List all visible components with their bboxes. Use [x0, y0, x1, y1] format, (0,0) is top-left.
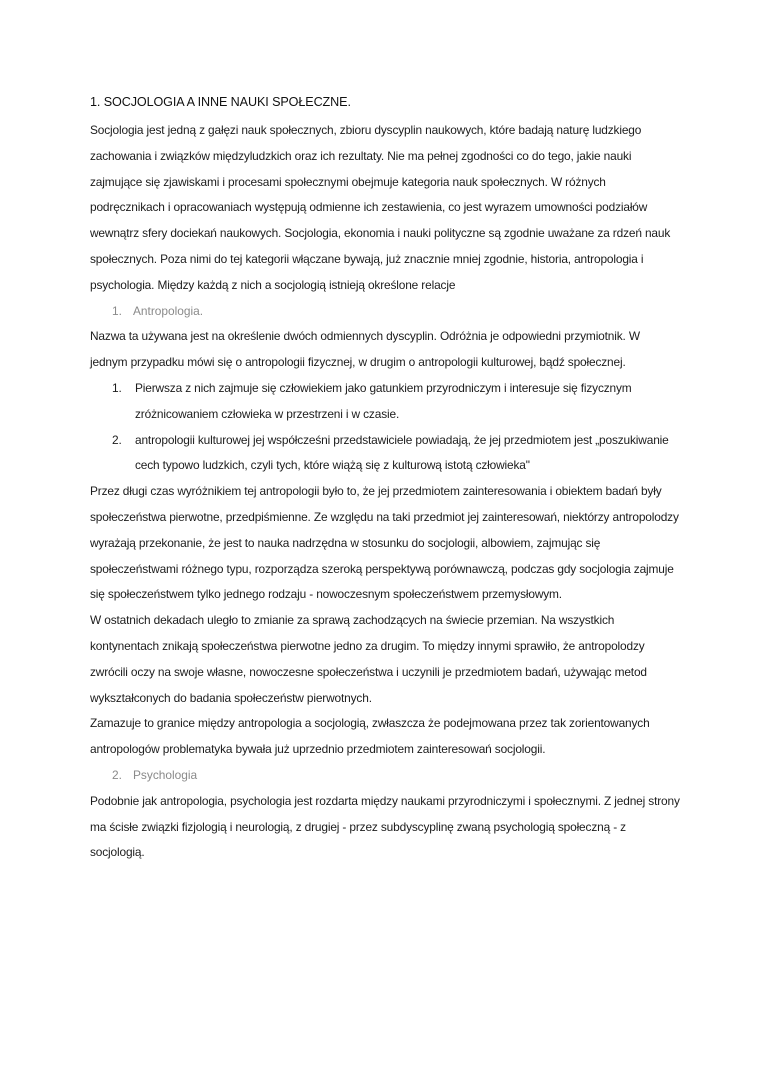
list-item-number: 1. [112, 380, 122, 395]
section-title: Psychologia [133, 767, 198, 782]
intro-paragraph: Socjologia jest jedną z gałęzi nauk społecznych, zbioru dyscyplin naukowych, które badają naturę ludzkiego zachowania i związków międzyludzkich oraz ich rezultaty. Nie ma pełnej zgodności co do tego, jakie nauki zajmujące się zjawiskami i procesami społecznymi obejmuje kategoria nauk społecznych. W różnych podręcznikach i opracowaniach występują odmienne ich zestawienia, co jest wyrazem umowności podziałów wewnątrz sfery dociekań naukowych. Socjologia, ekonomia i nauki polityczne są zgodnie uważane za rdzeń nauk społecznych. Poza nimi do tej kategorii włączane bywają, już znacznie mniej zgodnie, historia, antropologia i psychologia. Między każdą z nich a socjologią istnieją określone relacje [90, 123, 671, 292]
section1-paragraph-2: Przez długi czas wyróżnikiem tej antropologii było to, że jej przedmiotem zainteresowania i obiektem badań były społeczeństwa pierwotne, przedpiśmienne. Ze względu na taki przedmiot jej zainteresowań, niektórzy antropolodzy wyrażają przekonanie, że jest to nauka nadrzędna w stosunku do socjologii, albowiem, zajmując się społeczeństwami różnego typu, rozporządza szeroką perspektywą porównawczą, podczas gdy socjologia zajmuje się społeczeństwem tylko jednego rodzaju - nowoczesnym społeczeństwem przemysłowym. [90, 484, 679, 602]
section-number: 2. [112, 767, 122, 782]
section1-paragraph-1: Nazwa ta używana jest na określenie dwóch odmiennych dyscyplin. Odróżnia je odpowiedni przymiotnik. W jednym przypadku mówi się o antropologii fizycznej, w drugim o antropologii kulturowej, bądź społecznej. [90, 329, 640, 370]
section1-paragraph-4: Zamazuje to granice między antropologia a socjologią, zwłaszcza że podejmowana przez tak zorientowanych antropologów problematyka bywała już uprzednio przedmiotem zainteresowań socjologii. [90, 716, 650, 757]
list-item [90, 428, 680, 480]
list-item [90, 376, 680, 428]
document-title: 1. SOCJOLOGIA A INNE NAUKI SPOŁECZNE. [90, 95, 351, 109]
list-item-text: antropologii kulturowej jej współcześni przedstawiciele powiadają, że jej przedmiotem jest „poszukiwanie cech typowo ludzkich, czyli tych, które wiążą się z kulturową istotą człowieka" [135, 432, 669, 473]
numbered-list [90, 376, 680, 479]
section-heading-psychologia [90, 763, 680, 789]
list-item-number: 2. [112, 432, 122, 447]
section1-paragraph-3: W ostatnich dekadach uległo to zmianie za sprawą zachodzących na świecie przemian. Na wszystkich kontynentach znikają społeczeństwa pierwotne jedno za drugim. To między innymi sprawiło, że antropolodzy zwrócili oczy na swoje własne, nowoczesne społeczeństwa i uczynili je przedmiotem badań, używając metod wykształconych do badania społeczeństw pierwotnych. [90, 613, 647, 705]
section-number: 1. [112, 303, 122, 318]
document-body [90, 92, 680, 866]
section-title: Antropologia. [133, 303, 204, 318]
section-heading-antropologia [90, 299, 680, 325]
section2-paragraph-1: Podobnie jak antropologia, psychologia jest rozdarta między naukami przyrodniczymi i społecznymi. Z jednej strony ma ścisłe związki fizjologią i neurologią, z drugiej - przez subdyscyplinę zwaną psychologią społeczną - z socjologią. [90, 793, 680, 860]
list-item-text: Pierwsza z nich zajmuje się człowiekiem jako gatunkiem przyrodniczym i interesuje się fizycznym zróżnicowaniem człowieka w przestrzeni i w czasie. [135, 380, 632, 421]
